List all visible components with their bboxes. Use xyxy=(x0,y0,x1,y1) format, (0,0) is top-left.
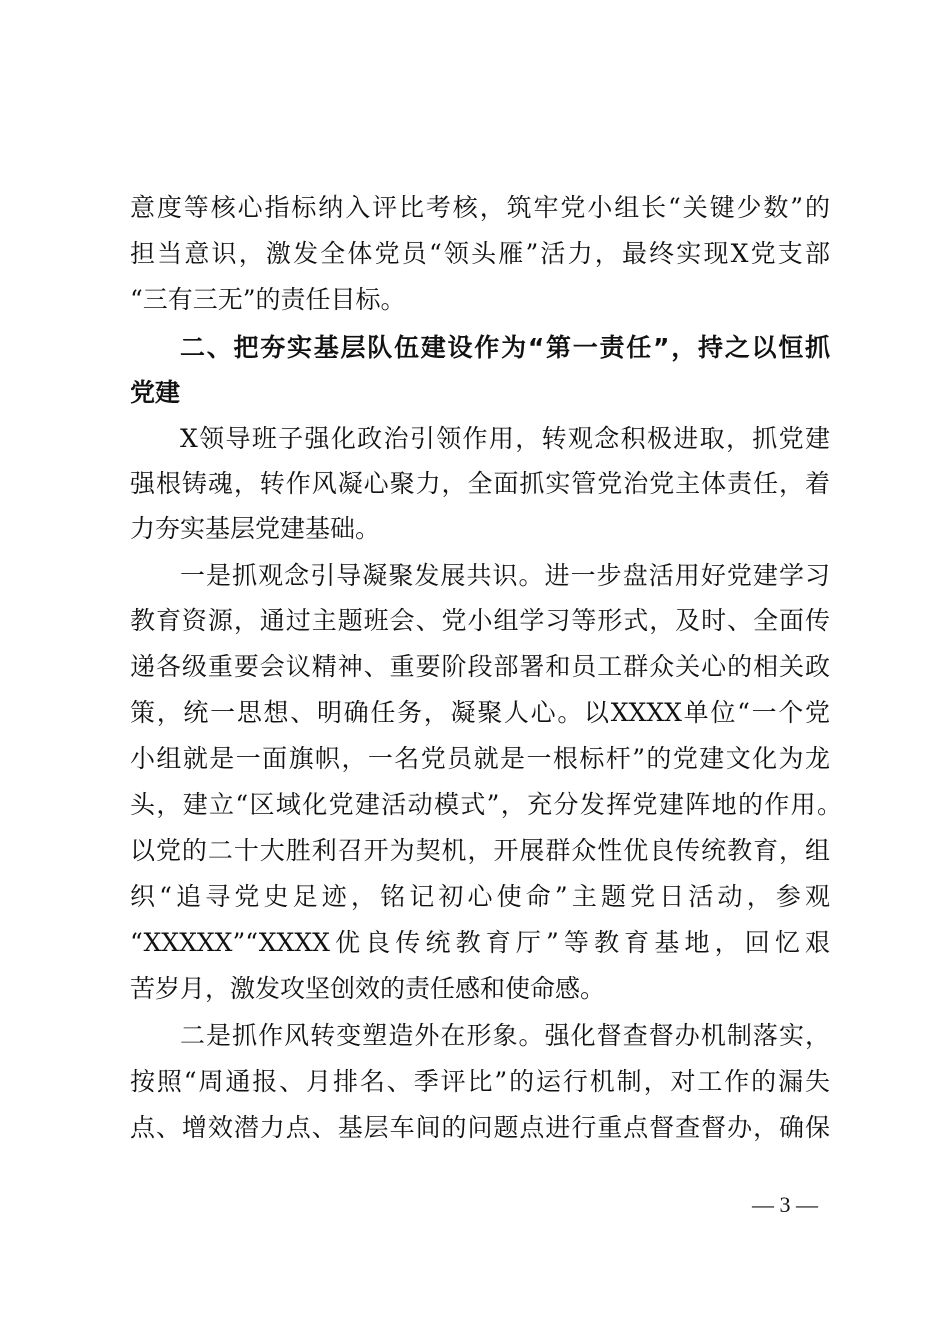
body-line: “XXXXX”“XXXX优良传统教育厅”等教育基地，回忆艰 xyxy=(130,928,830,957)
body-line: 点、增效潜力点、基层车间的问题点进行重点督查督办，确保 xyxy=(130,1113,830,1142)
section-heading-continued: 党建 xyxy=(130,378,181,407)
body-line: 教育资源，通过主题班会、党小组学习等形式，及时、全面传 xyxy=(130,606,830,635)
body-line: 意度等核心指标纳入评比考核，筑牢党小组长“关键少数”的 xyxy=(130,193,830,222)
body-line: 织“追寻党史足迹，铭记初心使命”主题党日活动，参观 xyxy=(130,882,830,911)
section-heading: 二、把夯实基层队伍建设作为“第一责任”，持之以恒抓 xyxy=(180,333,830,362)
page-number: — 3 — xyxy=(752,1192,818,1217)
paragraph-first-line: X领导班子强化政治引领作用，转观念积极进取，抓党建 xyxy=(180,424,830,453)
body-line: 小组就是一面旗帜，一名党员就是一根标杆”的党建文化为龙 xyxy=(130,744,830,773)
body-line: 递各级重要会议精神、重要阶段部署和员工群众关心的相关政 xyxy=(130,652,830,681)
body-line: 头，建立“区域化党建活动模式”，充分发挥党建阵地的作用。 xyxy=(130,790,842,819)
body-line: 强根铸魂，转作风凝心聚力，全面抓实管党治党主体责任，着 xyxy=(130,469,830,498)
body-line: “三有三无”的责任目标。 xyxy=(130,285,406,314)
body-line: 苦岁月，激发攻坚创效的责任感和使命感。 xyxy=(130,974,606,1003)
body-line: 以党的二十大胜利召开为契机，开展群众性优良传统教育，组 xyxy=(130,836,830,865)
paragraph-first-line: 二是抓作风转变塑造外在形象。强化督查督办机制落实， xyxy=(180,1021,830,1050)
body-line: 担当意识，激发全体党员“领头雁”活力，最终实现X党支部 xyxy=(130,239,830,268)
paragraph-first-line: 一是抓观念引导凝聚发展共识。进一步盘活用好党建学习 xyxy=(180,561,830,590)
body-line: 按照“周通报、月排名、季评比”的运行机制，对工作的漏失 xyxy=(130,1067,830,1096)
body-line: 力夯实基层党建基础。 xyxy=(130,514,381,543)
body-line: 策，统一思想、明确任务，凝聚人心。以XXXX单位“一个党 xyxy=(130,698,830,727)
